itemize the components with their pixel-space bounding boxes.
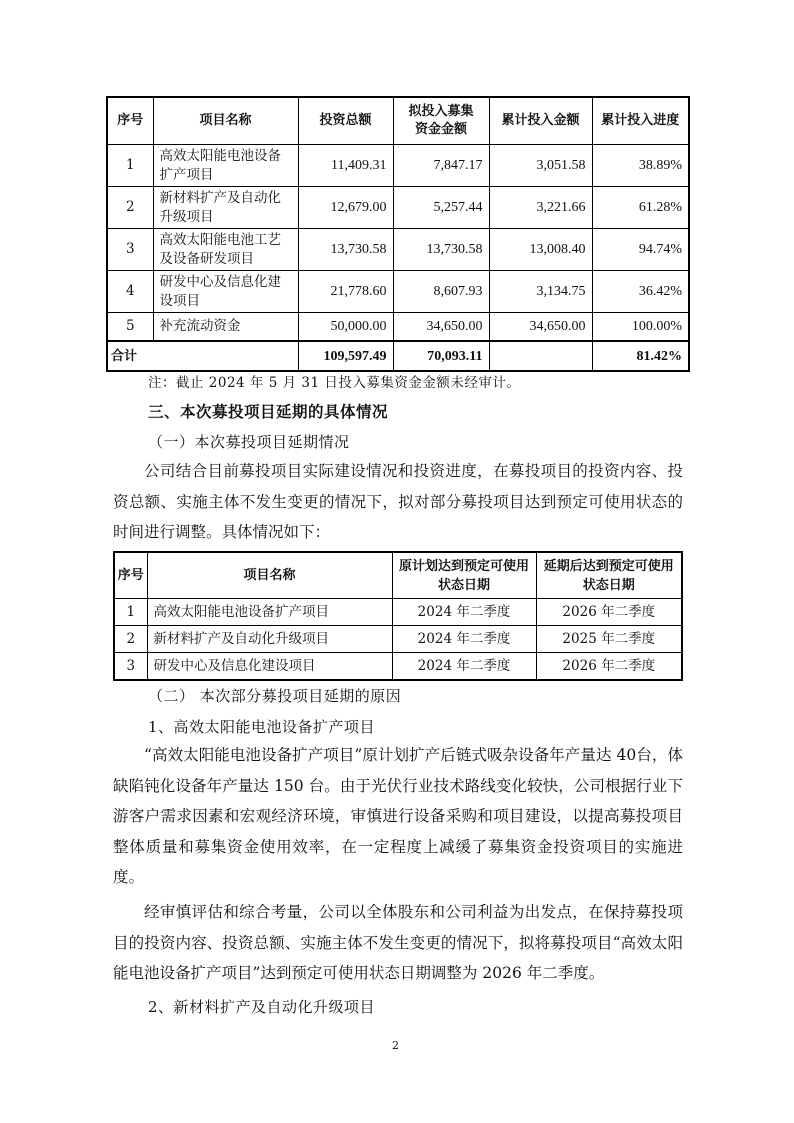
body-paragraph: “高效太阳能电池设备扩产项目”原计划扩产后链式吸杂设备年产量达 40台，体缺陷钝化设备年产量达 150 台。由于光伏行业技术路线变化较快，公司根据行业下游客户需求因素和宏观经济环境，审慎进行设备采购和项目建设，以提高募投项目整体质量和募集资金使用效率，在一定程度上减缓了募集资金投资项目的实施进度。	[113, 746, 683, 886]
cell-cumulative: 34,650.00	[489, 313, 592, 342]
col-header-no: 序号	[107, 97, 153, 145]
subsection-heading: （二） 本次部分募投项目延期的原因	[148, 687, 402, 705]
fund-usage-table	[106, 96, 690, 372]
cell-total: 13,730.58	[298, 229, 393, 271]
item-heading: 2、新材料扩产及自动化升级项目	[148, 998, 376, 1016]
cell-cumulative: 3,221.66	[489, 187, 592, 229]
col-header-no: 序号	[114, 552, 147, 599]
cell-original-date: 2024 年二季度	[392, 599, 536, 626]
body-paragraph: 公司结合目前募投项目实际建设情况和投资进度，在募投项目的投资内容、投资总额、实施主体不发生变更的情况下，拟对部分募投项目达到预定可使用状态的时间进行调整。具体情况如下：	[113, 462, 683, 541]
cell-progress: 94.74%	[592, 229, 689, 271]
total-cumulative	[489, 341, 592, 371]
cell-delayed-date: 2025 年二季度	[536, 626, 682, 653]
cell-name: 高效太阳能电池工艺及设备研发项目	[153, 229, 298, 271]
subsection-heading: （一）本次募投项目延期情况	[148, 433, 350, 451]
table-row	[107, 313, 689, 342]
total-progress: 81.42%	[592, 341, 689, 371]
cell-delayed-date: 2026 年二季度	[536, 599, 682, 626]
section-heading: 三、本次募投项目延期的具体情况	[148, 403, 389, 421]
table-row	[107, 145, 689, 187]
cell-no: 1	[107, 145, 153, 187]
table-row	[107, 187, 689, 229]
body-paragraph: 经审慎评估和综合考量，公司以全体股东和公司利益为出发点，在保持募投项目的投资内容、投资总额、实施主体不发生变更的情况下，拟将募投项目“高效太阳能电池设备扩产项目”达到预定可使用状态日期调整为 2026 年二季度。	[113, 903, 683, 982]
cell-planned: 7,847.17	[393, 145, 489, 187]
cell-delayed-date: 2026 年二季度	[536, 653, 682, 681]
cell-total: 11,409.31	[298, 145, 393, 187]
cell-planned: 34,650.00	[393, 313, 489, 342]
table-row	[107, 229, 689, 271]
cell-cumulative: 3,051.58	[489, 145, 592, 187]
table-header-row	[107, 97, 689, 145]
table-row	[107, 271, 689, 313]
cell-original-date: 2024 年二季度	[392, 626, 536, 653]
cell-planned: 8,607.93	[393, 271, 489, 313]
col-header-progress: 累计投入进度	[592, 97, 689, 145]
cell-name: 新材料扩产及自动化升级项目	[147, 626, 392, 653]
cell-no: 3	[114, 653, 147, 681]
cell-total: 50,000.00	[298, 313, 393, 342]
cell-progress: 61.28%	[592, 187, 689, 229]
total-planned: 70,093.11	[393, 341, 489, 371]
cell-name: 新材料扩产及自动化升级项目	[153, 187, 298, 229]
cell-cumulative: 13,008.40	[489, 229, 592, 271]
cell-name: 研发中心及信息化建设项目	[147, 653, 392, 681]
table-row	[114, 653, 682, 681]
col-header-total: 投资总额	[298, 97, 393, 145]
cell-name: 补充流动资金	[153, 313, 298, 342]
col-header-planned: 拟投入募集 资金金额	[393, 97, 489, 145]
cell-name: 研发中心及信息化建设项目	[153, 271, 298, 313]
cell-planned: 13,730.58	[393, 229, 489, 271]
cell-no: 4	[107, 271, 153, 313]
delay-schedule-table	[113, 551, 683, 681]
total-total: 109,597.49	[298, 341, 393, 371]
cell-cumulative: 3,134.75	[489, 271, 592, 313]
col-header-delayed-date: 延期后达到预定可使用状态日期	[536, 552, 682, 599]
table-row	[114, 626, 682, 653]
cell-progress: 100.00%	[592, 313, 689, 342]
col-header-name: 项目名称	[153, 97, 298, 145]
cell-progress: 36.42%	[592, 271, 689, 313]
table-note: 注：截止 2024 年 5 月 31 日投入募集资金金额未经审计。	[148, 375, 521, 391]
cell-original-date: 2024 年二季度	[392, 653, 536, 681]
cell-no: 2	[114, 626, 147, 653]
table-row	[114, 599, 682, 626]
cell-progress: 38.89%	[592, 145, 689, 187]
page-number: 2	[392, 1039, 399, 1052]
item-heading: 1、高效太阳能电池设备扩产项目	[148, 718, 376, 736]
col-header-original-date: 原计划达到预定可使用状态日期	[392, 552, 536, 599]
col-header-name: 项目名称	[147, 552, 392, 599]
cell-total: 12,679.00	[298, 187, 393, 229]
table-header-row	[114, 552, 682, 599]
cell-planned: 5,257.44	[393, 187, 489, 229]
col-header-cumulative: 累计投入金额	[489, 97, 592, 145]
cell-no: 5	[107, 313, 153, 342]
cell-no: 2	[107, 187, 153, 229]
table-total-row	[107, 341, 689, 371]
cell-total: 21,778.60	[298, 271, 393, 313]
cell-no: 3	[107, 229, 153, 271]
cell-no: 1	[114, 599, 147, 626]
cell-name: 高效太阳能电池设备扩产项目	[153, 145, 298, 187]
total-label: 合计	[107, 341, 298, 371]
cell-name: 高效太阳能电池设备扩产项目	[147, 599, 392, 626]
